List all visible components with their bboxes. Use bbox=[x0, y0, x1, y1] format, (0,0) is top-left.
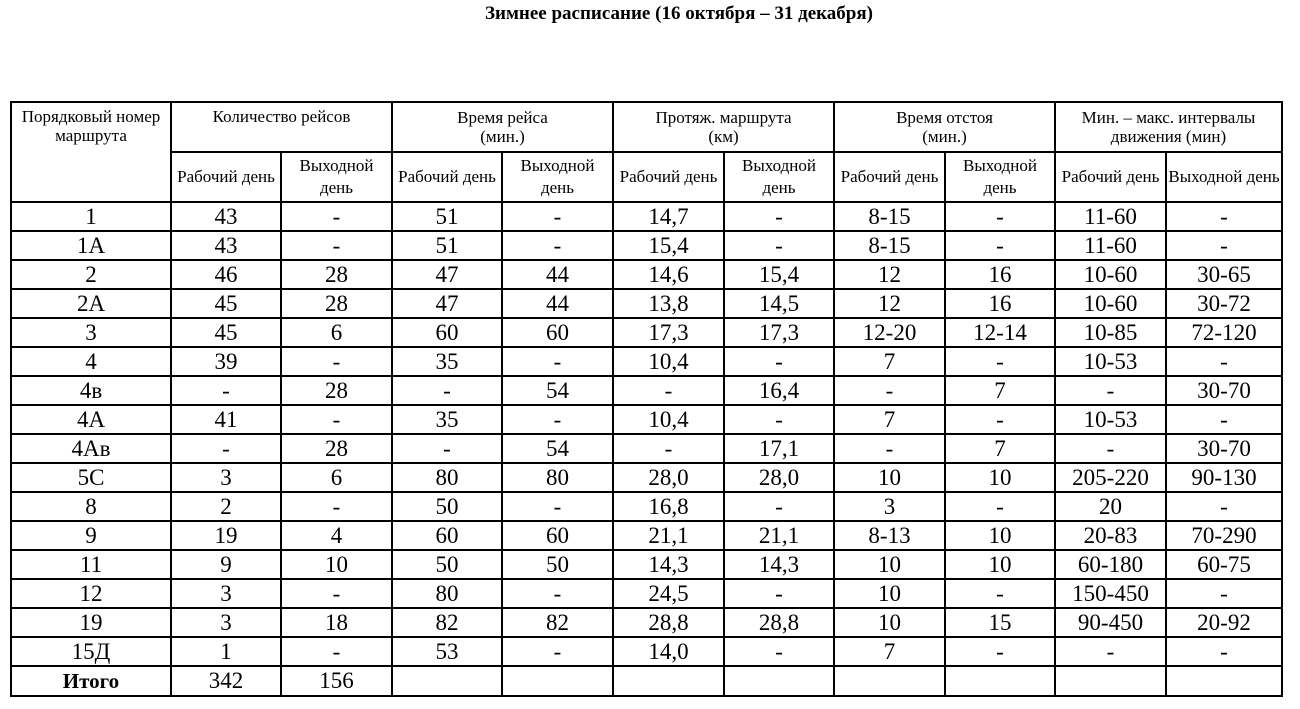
cell-weekend-interval: - bbox=[1166, 492, 1282, 521]
cell-weekend-layover: 10 bbox=[945, 463, 1055, 492]
cell-weekend-trips: - bbox=[281, 579, 392, 608]
cell-workday-route-length: - bbox=[613, 434, 724, 463]
cell-route-number: 2 bbox=[11, 260, 171, 289]
cell-workday-trip-time: 51 bbox=[392, 202, 502, 231]
header-route-length: Протяж. маршрута (км) bbox=[613, 102, 834, 152]
table-row bbox=[11, 202, 1282, 231]
cell-weekend-layover: 15 bbox=[945, 608, 1055, 637]
cell-weekend-trip-time: - bbox=[502, 492, 613, 521]
cell-workday-trip-time: 50 bbox=[392, 550, 502, 579]
total-empty-cell bbox=[613, 666, 724, 696]
schedule-table bbox=[10, 101, 1283, 697]
subheader-weekend: Выходной день bbox=[502, 152, 613, 202]
cell-workday-trips: 3 bbox=[171, 463, 281, 492]
cell-weekend-route-length: - bbox=[724, 347, 834, 376]
cell-weekend-layover: - bbox=[945, 231, 1055, 260]
subheader-weekend: Выходной день bbox=[724, 152, 834, 202]
cell-workday-layover: 8-15 bbox=[834, 202, 945, 231]
cell-weekend-trips: - bbox=[281, 231, 392, 260]
cell-workday-trip-time: 47 bbox=[392, 289, 502, 318]
cell-weekend-route-length: - bbox=[724, 579, 834, 608]
cell-weekend-trips: - bbox=[281, 347, 392, 376]
table-row bbox=[11, 231, 1282, 260]
cell-weekend-trips: 28 bbox=[281, 434, 392, 463]
cell-workday-trips: 45 bbox=[171, 289, 281, 318]
total-workday-trips: 342 bbox=[171, 666, 281, 696]
total-label: Итого bbox=[11, 666, 171, 696]
cell-workday-trip-time: 80 bbox=[392, 463, 502, 492]
cell-weekend-layover: - bbox=[945, 347, 1055, 376]
cell-route-number: 15Д bbox=[11, 637, 171, 666]
table-row bbox=[11, 608, 1282, 637]
cell-weekend-interval: - bbox=[1166, 637, 1282, 666]
cell-weekend-interval: 60-75 bbox=[1166, 550, 1282, 579]
cell-route-number: 3 bbox=[11, 318, 171, 347]
cell-route-number: 8 bbox=[11, 492, 171, 521]
cell-workday-interval: 60-180 bbox=[1055, 550, 1166, 579]
cell-workday-trip-time: 53 bbox=[392, 637, 502, 666]
total-empty-cell bbox=[502, 666, 613, 696]
cell-weekend-trips: 28 bbox=[281, 289, 392, 318]
cell-route-number: 1А bbox=[11, 231, 171, 260]
total-empty-cell bbox=[1055, 666, 1166, 696]
cell-workday-trips: 3 bbox=[171, 608, 281, 637]
table-row bbox=[11, 260, 1282, 289]
cell-workday-layover: 12 bbox=[834, 289, 945, 318]
cell-weekend-interval: 30-72 bbox=[1166, 289, 1282, 318]
table-row bbox=[11, 405, 1282, 434]
total-empty-cell bbox=[392, 666, 502, 696]
cell-weekend-interval: - bbox=[1166, 405, 1282, 434]
cell-weekend-layover: 7 bbox=[945, 376, 1055, 405]
header-layover-time: Время отстоя (мин.) bbox=[834, 102, 1055, 152]
subheader-workday: Рабочий день bbox=[834, 152, 945, 202]
cell-weekend-trip-time: - bbox=[502, 347, 613, 376]
table-row bbox=[11, 289, 1282, 318]
cell-weekend-layover: 16 bbox=[945, 289, 1055, 318]
table-row bbox=[11, 492, 1282, 521]
cell-workday-layover: 7 bbox=[834, 637, 945, 666]
cell-workday-trip-time: 51 bbox=[392, 231, 502, 260]
table-row bbox=[11, 637, 1282, 666]
table-row bbox=[11, 579, 1282, 608]
cell-weekend-layover: - bbox=[945, 405, 1055, 434]
cell-workday-trip-time: 47 bbox=[392, 260, 502, 289]
cell-workday-interval: 10-53 bbox=[1055, 347, 1166, 376]
cell-weekend-trip-time: 50 bbox=[502, 550, 613, 579]
cell-workday-layover: 3 bbox=[834, 492, 945, 521]
cell-workday-interval: - bbox=[1055, 637, 1166, 666]
table-row bbox=[11, 347, 1282, 376]
cell-workday-layover: 10 bbox=[834, 463, 945, 492]
table-row bbox=[11, 463, 1282, 492]
cell-workday-route-length: 24,5 bbox=[613, 579, 724, 608]
cell-workday-trips: 2 bbox=[171, 492, 281, 521]
cell-workday-route-length: 14,0 bbox=[613, 637, 724, 666]
cell-route-number: 9 bbox=[11, 521, 171, 550]
cell-workday-route-length: 21,1 bbox=[613, 521, 724, 550]
cell-workday-route-length: 14,6 bbox=[613, 260, 724, 289]
cell-weekend-interval: - bbox=[1166, 202, 1282, 231]
cell-weekend-interval: - bbox=[1166, 579, 1282, 608]
cell-route-number: 1 bbox=[11, 202, 171, 231]
cell-workday-layover: 7 bbox=[834, 347, 945, 376]
cell-weekend-trips: - bbox=[281, 492, 392, 521]
cell-weekend-layover: 10 bbox=[945, 521, 1055, 550]
cell-weekend-layover: 7 bbox=[945, 434, 1055, 463]
cell-workday-layover: 12 bbox=[834, 260, 945, 289]
cell-route-number: 19 bbox=[11, 608, 171, 637]
cell-weekend-trips: 6 bbox=[281, 318, 392, 347]
cell-route-number: 11 bbox=[11, 550, 171, 579]
cell-workday-route-length: 28,0 bbox=[613, 463, 724, 492]
cell-weekend-trips: 28 bbox=[281, 260, 392, 289]
table-row bbox=[11, 434, 1282, 463]
cell-workday-layover: 10 bbox=[834, 579, 945, 608]
cell-weekend-layover: - bbox=[945, 492, 1055, 521]
cell-weekend-interval: 30-70 bbox=[1166, 434, 1282, 463]
cell-workday-interval: 10-60 bbox=[1055, 260, 1166, 289]
cell-workday-trips: 41 bbox=[171, 405, 281, 434]
cell-workday-trips: 43 bbox=[171, 231, 281, 260]
subheader-weekend: Выходной день bbox=[1166, 152, 1282, 202]
cell-weekend-interval: 72-120 bbox=[1166, 318, 1282, 347]
cell-weekend-trip-time: 54 bbox=[502, 434, 613, 463]
cell-workday-interval: 90-450 bbox=[1055, 608, 1166, 637]
cell-workday-interval: - bbox=[1055, 376, 1166, 405]
cell-workday-route-length: 28,8 bbox=[613, 608, 724, 637]
cell-weekend-trip-time: - bbox=[502, 202, 613, 231]
cell-workday-trips: 19 bbox=[171, 521, 281, 550]
subheader-weekend: Выходной день bbox=[945, 152, 1055, 202]
page-title: Зимнее расписание (16 октября – 31 декабря) bbox=[485, 3, 873, 24]
cell-weekend-trips: 6 bbox=[281, 463, 392, 492]
subheader-workday: Рабочий день bbox=[392, 152, 502, 202]
cell-workday-interval: 10-60 bbox=[1055, 289, 1166, 318]
cell-workday-layover: - bbox=[834, 376, 945, 405]
cell-workday-layover: 7 bbox=[834, 405, 945, 434]
cell-workday-interval: 205-220 bbox=[1055, 463, 1166, 492]
cell-weekend-trips: 28 bbox=[281, 376, 392, 405]
cell-workday-trips: 39 bbox=[171, 347, 281, 376]
cell-weekend-route-length: 17,3 bbox=[724, 318, 834, 347]
cell-workday-layover: 8-15 bbox=[834, 231, 945, 260]
cell-workday-interval: 10-85 bbox=[1055, 318, 1166, 347]
cell-route-number: 4 bbox=[11, 347, 171, 376]
cell-workday-trips: - bbox=[171, 376, 281, 405]
cell-weekend-route-length: 17,1 bbox=[724, 434, 834, 463]
header-trips-count: Количество рейсов bbox=[171, 102, 392, 152]
cell-weekend-trip-time: 80 bbox=[502, 463, 613, 492]
cell-workday-trip-time: 50 bbox=[392, 492, 502, 521]
cell-route-number: 4Ав bbox=[11, 434, 171, 463]
cell-weekend-trips: - bbox=[281, 637, 392, 666]
cell-route-number: 2А bbox=[11, 289, 171, 318]
table-header bbox=[11, 102, 1282, 202]
cell-weekend-route-length: 21,1 bbox=[724, 521, 834, 550]
cell-workday-trip-time: - bbox=[392, 376, 502, 405]
cell-workday-route-length: 14,3 bbox=[613, 550, 724, 579]
total-empty-cell bbox=[724, 666, 834, 696]
cell-workday-route-length: 13,8 bbox=[613, 289, 724, 318]
table-row bbox=[11, 550, 1282, 579]
cell-route-number: 12 bbox=[11, 579, 171, 608]
total-weekend-trips: 156 bbox=[281, 666, 392, 696]
cell-weekend-trips: - bbox=[281, 405, 392, 434]
cell-weekend-route-length: 28,0 bbox=[724, 463, 834, 492]
cell-workday-trips: 1 bbox=[171, 637, 281, 666]
cell-workday-trips: 43 bbox=[171, 202, 281, 231]
cell-workday-trips: 46 bbox=[171, 260, 281, 289]
cell-weekend-layover: - bbox=[945, 637, 1055, 666]
cell-workday-trips: 45 bbox=[171, 318, 281, 347]
cell-weekend-interval: - bbox=[1166, 231, 1282, 260]
cell-weekend-trip-time: - bbox=[502, 231, 613, 260]
cell-workday-interval: 11-60 bbox=[1055, 231, 1166, 260]
cell-weekend-trip-time: - bbox=[502, 579, 613, 608]
cell-workday-trip-time: - bbox=[392, 434, 502, 463]
cell-workday-interval: 20 bbox=[1055, 492, 1166, 521]
table-row bbox=[11, 318, 1282, 347]
cell-workday-trip-time: 82 bbox=[392, 608, 502, 637]
cell-weekend-layover: 10 bbox=[945, 550, 1055, 579]
cell-weekend-trip-time: - bbox=[502, 637, 613, 666]
cell-weekend-interval: 70-290 bbox=[1166, 521, 1282, 550]
cell-weekend-trips: - bbox=[281, 202, 392, 231]
cell-workday-trips: - bbox=[171, 434, 281, 463]
cell-route-number: 4в bbox=[11, 376, 171, 405]
cell-weekend-interval: 20-92 bbox=[1166, 608, 1282, 637]
cell-weekend-route-length: - bbox=[724, 405, 834, 434]
subheader-workday: Рабочий день bbox=[1055, 152, 1166, 202]
total-empty-cell bbox=[945, 666, 1055, 696]
cell-workday-route-length: 16,8 bbox=[613, 492, 724, 521]
cell-weekend-route-length: - bbox=[724, 492, 834, 521]
cell-weekend-route-length: 15,4 bbox=[724, 260, 834, 289]
cell-weekend-route-length: 14,5 bbox=[724, 289, 834, 318]
cell-weekend-route-length: - bbox=[724, 637, 834, 666]
cell-workday-layover: 10 bbox=[834, 550, 945, 579]
cell-weekend-interval: - bbox=[1166, 347, 1282, 376]
subheader-weekend: Выходной день bbox=[281, 152, 392, 202]
cell-workday-interval: 20-83 bbox=[1055, 521, 1166, 550]
cell-workday-trip-time: 35 bbox=[392, 405, 502, 434]
cell-weekend-interval: 90-130 bbox=[1166, 463, 1282, 492]
subheader-workday: Рабочий день bbox=[613, 152, 724, 202]
table-row bbox=[11, 376, 1282, 405]
cell-weekend-route-length: 16,4 bbox=[724, 376, 834, 405]
total-row bbox=[11, 666, 1282, 696]
cell-workday-route-length: 10,4 bbox=[613, 347, 724, 376]
cell-workday-trips: 3 bbox=[171, 579, 281, 608]
cell-workday-trip-time: 60 bbox=[392, 318, 502, 347]
cell-weekend-layover: 16 bbox=[945, 260, 1055, 289]
cell-weekend-trip-time: 54 bbox=[502, 376, 613, 405]
cell-weekend-layover: 12-14 bbox=[945, 318, 1055, 347]
cell-workday-trips: 9 bbox=[171, 550, 281, 579]
cell-weekend-trip-time: - bbox=[502, 405, 613, 434]
cell-weekend-route-length: - bbox=[724, 231, 834, 260]
cell-weekend-route-length: - bbox=[724, 202, 834, 231]
cell-workday-trip-time: 60 bbox=[392, 521, 502, 550]
header-trip-time: Время рейса (мин.) bbox=[392, 102, 613, 152]
header-route-number: Порядковый номер маршрута bbox=[11, 102, 171, 202]
cell-workday-route-length: 15,4 bbox=[613, 231, 724, 260]
cell-workday-route-length: 17,3 bbox=[613, 318, 724, 347]
cell-weekend-trips: 4 bbox=[281, 521, 392, 550]
cell-weekend-trip-time: 44 bbox=[502, 260, 613, 289]
table-body bbox=[11, 202, 1282, 696]
cell-weekend-interval: 30-70 bbox=[1166, 376, 1282, 405]
cell-workday-trip-time: 80 bbox=[392, 579, 502, 608]
cell-workday-layover: - bbox=[834, 434, 945, 463]
total-empty-cell bbox=[834, 666, 945, 696]
cell-weekend-trip-time: 82 bbox=[502, 608, 613, 637]
cell-workday-route-length: 10,4 bbox=[613, 405, 724, 434]
cell-workday-interval: 11-60 bbox=[1055, 202, 1166, 231]
cell-workday-layover: 12-20 bbox=[834, 318, 945, 347]
cell-workday-trip-time: 35 bbox=[392, 347, 502, 376]
cell-weekend-route-length: 28,8 bbox=[724, 608, 834, 637]
cell-route-number: 5С bbox=[11, 463, 171, 492]
cell-weekend-route-length: 14,3 bbox=[724, 550, 834, 579]
cell-workday-route-length: - bbox=[613, 376, 724, 405]
cell-weekend-layover: - bbox=[945, 202, 1055, 231]
cell-route-number: 4А bbox=[11, 405, 171, 434]
cell-weekend-interval: 30-65 bbox=[1166, 260, 1282, 289]
header-intervals: Мин. – макс. интервалы движения (мин) bbox=[1055, 102, 1282, 152]
cell-weekend-trip-time: 60 bbox=[502, 318, 613, 347]
cell-workday-layover: 8-13 bbox=[834, 521, 945, 550]
cell-workday-route-length: 14,7 bbox=[613, 202, 724, 231]
total-empty-cell bbox=[1166, 666, 1282, 696]
cell-workday-interval: 150-450 bbox=[1055, 579, 1166, 608]
cell-weekend-trips: 18 bbox=[281, 608, 392, 637]
cell-workday-layover: 10 bbox=[834, 608, 945, 637]
cell-workday-interval: - bbox=[1055, 434, 1166, 463]
cell-workday-interval: 10-53 bbox=[1055, 405, 1166, 434]
cell-weekend-trip-time: 44 bbox=[502, 289, 613, 318]
table-row bbox=[11, 521, 1282, 550]
subheader-workday: Рабочий день bbox=[171, 152, 281, 202]
cell-weekend-layover: - bbox=[945, 579, 1055, 608]
cell-weekend-trip-time: 60 bbox=[502, 521, 613, 550]
cell-weekend-trips: 10 bbox=[281, 550, 392, 579]
subheader-row bbox=[11, 152, 1282, 202]
